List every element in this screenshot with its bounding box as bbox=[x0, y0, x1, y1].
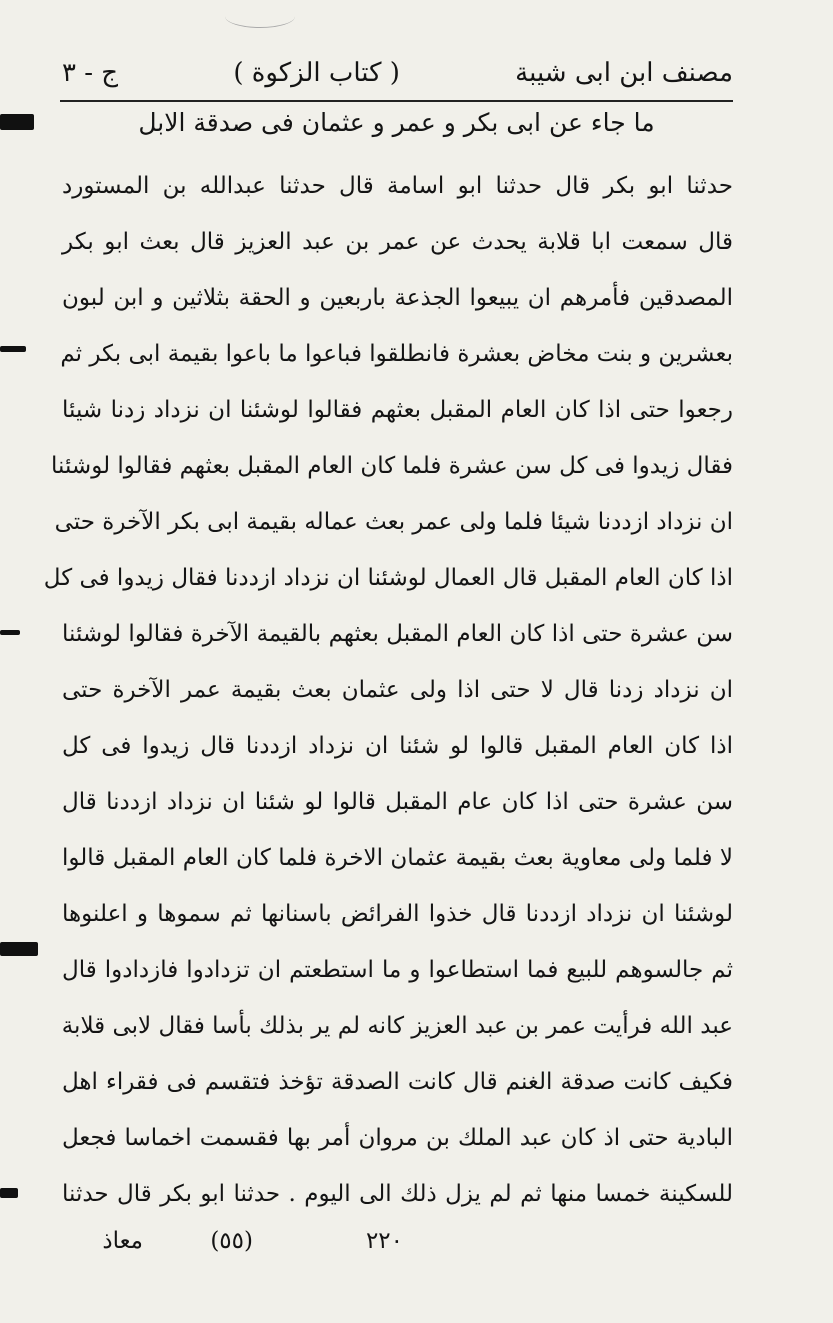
text-line: بعشرین و بنت مخاض بعشرة فانطلقوا فباعوا ما باعوا بقیمة ابی بکر ثم bbox=[60, 341, 733, 367]
text-line: اذا کان العام المقبل قال العمال لوشئنا ان نزداد ازددنا فقال زیدوا فی کل bbox=[43, 565, 733, 591]
text-line: رجعوا حتی اذا کان العام المقبل بعثهم فقالوا لوشئنا ان نزداد زدنا شیئا bbox=[62, 397, 733, 423]
text-line: ثم جالسوهم للبیع فما استطاعوا و ما استطعتم ان تزدادوا فازدادوا قال bbox=[62, 957, 733, 983]
text-line: اذا کان العام المقبل قالوا لو شئنا ان نزداد ازددنا قال زیدوا فی کل bbox=[62, 733, 733, 759]
text-line: قال سمعت ابا قلابة یحدث عن عمر بن عبد العزیز قال بعث ابو بکر bbox=[62, 229, 733, 255]
text-line: سن عشرة حتی اذا کان العام المقبل بعثهم بالقیمة الآخرة فقالوا لوشئنا bbox=[62, 621, 733, 647]
volume-number: ج - ٣ bbox=[62, 58, 119, 88]
text-line: البادیة حتی اذ کان عبد الملك بن مروان أمر بها فقسمت اخماسا فجعل bbox=[62, 1125, 733, 1151]
binding-mark bbox=[0, 630, 20, 635]
text-line: سن عشرة حتی اذا کان عام المقبل قالوا لو شئنا ان نزداد ازددنا قال bbox=[62, 789, 733, 815]
binding-mark bbox=[0, 1188, 18, 1198]
body-text bbox=[43, 158, 733, 1222]
section-heading: ما جاء عن ابی بکر و عمر و عثمان فی صدقة الابل bbox=[138, 108, 655, 137]
catchword: معاذ bbox=[102, 1228, 143, 1254]
text-line: ان نزداد ازددنا شیئا فلما ولی عمر بعث عماله بقیمة ابی بکر الآخرة حتی bbox=[54, 509, 733, 535]
chapter-title: ( کتاب الزکوة ) bbox=[233, 58, 400, 88]
text-line: عبد الله فرأیت عمر بن عبد العزیز کانه لم یر بذلك بأسا فقال لابی قلابة bbox=[61, 1013, 733, 1039]
text-line: ان نزداد زدنا قال لا حتی اذا ولی عثمان بعث بقیمة عمر الآخرة حتی bbox=[62, 677, 733, 703]
binding-mark bbox=[0, 114, 34, 130]
binding-mark bbox=[0, 346, 26, 352]
page-number: ٢٢٠ bbox=[365, 1228, 403, 1254]
binding-mark bbox=[0, 942, 38, 956]
page-footer bbox=[62, 1228, 733, 1268]
text-line: فکیف کانت صدقة الغنم قال کانت الصدقة تؤخذ فتقسم فی فقراء اهل bbox=[62, 1069, 733, 1095]
page-header bbox=[62, 48, 733, 98]
book-title: مصنف ابن ابی شیبة bbox=[515, 58, 733, 88]
part-number: (٥٥) bbox=[210, 1228, 253, 1254]
text-line: حدثنا ابو بکر قال حدثنا ابو اسامة قال حدثنا عبدالله بن المستورد bbox=[62, 173, 733, 199]
scan-artifact bbox=[225, 5, 295, 28]
text-line: فقال زیدوا فی کل سن عشرة فلما کان العام المقبل بعثهم فقالوا لوشئنا bbox=[51, 453, 733, 479]
text-line: المصدقین فأمرهم ان یبیعوا الجذعة باربعین و الحقة بثلاثین و ابن لبون bbox=[62, 285, 733, 311]
text-line: للسکینة خمسا منها ثم لم یزل ذلك الی الیوم . حدثنا ابو بکر قال حدثنا bbox=[62, 1181, 733, 1207]
text-line: لا فلما ولی معاویة بعث بقیمة عثمان الاخرة فلما کان العام المقبل قالوا bbox=[62, 845, 733, 871]
header-rule bbox=[60, 100, 733, 102]
text-line: لوشئنا ان نزداد ازددنا قال خذوا الفرائض باسنانها ثم سموها و اعلنوها bbox=[62, 901, 733, 927]
